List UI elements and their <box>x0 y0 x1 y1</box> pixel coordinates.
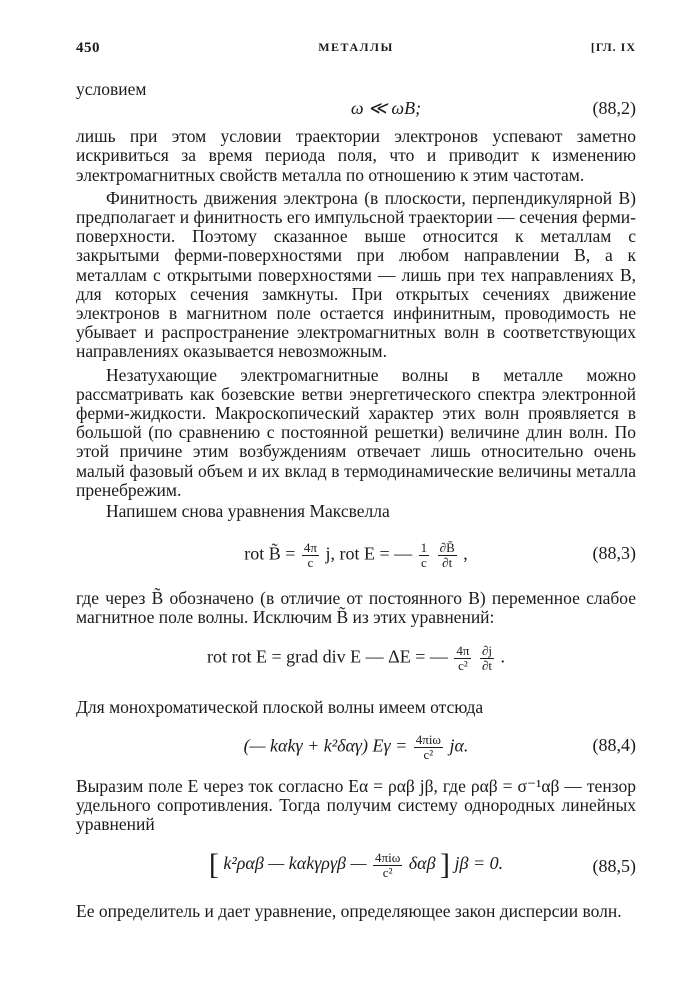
fraction <box>414 733 443 762</box>
fraction <box>438 541 457 570</box>
equation-88-5-formula <box>209 846 503 880</box>
fraction <box>302 541 319 570</box>
chapter-reference: [ГЛ. IX <box>590 40 636 54</box>
eq3-mid: j, rot E = — <box>325 543 413 564</box>
page-number: 450 <box>76 40 100 56</box>
fraction-denominator: c <box>421 555 427 571</box>
equation-number: (88,4) <box>592 734 636 755</box>
equation-88-3-formula <box>244 533 468 570</box>
paragraph-determinant: Ее определитель и дает уравнение, определяющее закон дисперсии волн. <box>76 901 622 922</box>
fraction-numerator: 4πiω <box>375 849 401 865</box>
equation-88-2 <box>76 97 636 119</box>
fraction-numerator: 1 <box>420 540 428 556</box>
equation-number: (88,5) <box>592 856 636 877</box>
equation-88-4 <box>76 727 636 763</box>
eq3-lhs: rot B̃ = <box>244 543 296 564</box>
fraction <box>373 851 402 880</box>
eq5-inner: k²ραβ — kαkγργβ — <box>223 853 367 874</box>
right-bracket: ] <box>440 848 451 882</box>
fraction-numerator: 4π <box>456 642 470 658</box>
eq4-lhs: (— kαkγ + k²δαγ) Eγ = <box>243 735 408 756</box>
fraction <box>419 541 430 570</box>
chapter-title: МЕТАЛЛЫ <box>318 40 394 54</box>
fraction-numerator: 4π <box>303 540 317 556</box>
equation-number: (88,2) <box>592 98 636 119</box>
paragraph-finiteness: Финитность движения электрона (в плоскости, перпендикулярной B) предполагает и финитность его импульсной траектории — сечения ферми-поверхности. Поэтому сказанное выше относится к металлам с закрытыми ферми-поверхностями при любом направлении B, а к металлам с открытыми поверхностями — лишь при тех направлениях B, для которых сечения замкнуты. При открытых сечениях движение электронов в магнитном поле остается инфинитным, проводимость не убывает и распространение электромагнитных волн в соответствующих направлениях оказывается невозможным. <box>76 187 636 362</box>
eq4-end: jα. <box>449 735 469 756</box>
paragraph-condition-intro: условием <box>76 79 147 99</box>
fraction-numerator: 4πiω <box>415 731 441 747</box>
paragraph-maxwell-intro: Напишем снова уравнения Максвелла <box>106 501 390 522</box>
fraction-numerator: ∂j <box>481 642 492 658</box>
paragraph-variable-field: где через B̃ обозначено (в отличие от постоянного B) переменное слабое магнитное поле волны. Исключим B̃ из этих уравнений: <box>76 588 636 628</box>
paragraph-resistivity: Выразим поле E через ток согласно Eα = ραβ jβ, где ραβ = σ⁻¹αβ — тензор удельного сопротивления. Тогда получим систему однородных линейных уравнений <box>76 775 636 835</box>
paragraph-monochromatic: Для монохроматической плоской волны имеем отсюда <box>76 696 484 717</box>
equation-rot-rot <box>76 636 636 676</box>
equation-88-2-formula <box>291 97 421 119</box>
equation-rot-rot-formula <box>207 636 505 673</box>
left-bracket: [ <box>208 848 219 882</box>
eq-rot-lhs: rot rot E = grad div E — ΔE = — <box>207 646 448 667</box>
paragraph-trajectory: лишь при этом условии траектории электронов успевают заметно искривиться за время периода поля, что и приводит к изменению электромагнитных свойств металла по отношению к этим частотам. <box>76 126 636 185</box>
fraction-denominator: ∂t <box>481 657 492 673</box>
equation-88-3 <box>76 533 636 573</box>
book-page <box>76 32 636 922</box>
fraction-numerator: ∂B̃ <box>439 540 455 556</box>
fraction-denominator: c² <box>423 746 434 762</box>
fraction-denominator: ∂t <box>442 555 453 571</box>
fraction-denominator: c² <box>382 864 393 880</box>
eq5-end: jβ = 0. <box>454 853 504 874</box>
fraction-denominator: c <box>307 555 314 571</box>
paragraph-undamped-waves: Незатухающие электромагнитные волны в металле можно рассматривать как бозевские ветви энергетического спектра электронной ферми-жидкости. Макроскопический характер этих волн проявляется в большой (по сравнению с постоянной решетки) величине длин волн. По этой причине этим возбуждениям отвечает лишь относительно очень малый фазовый объем и их вклад в термодинамические величины металла пренебрежим. <box>76 364 636 500</box>
eq-rot-end: . <box>500 646 505 667</box>
fraction <box>454 644 471 673</box>
fraction-denominator: c² <box>458 657 468 673</box>
running-head <box>76 32 636 62</box>
equation-88-4-formula <box>244 727 469 762</box>
equation-88-2-text: ω ≪ ωB; <box>350 98 422 119</box>
fraction <box>480 644 494 673</box>
equation-88-5 <box>76 846 636 886</box>
equation-number: (88,3) <box>592 543 636 564</box>
eq3-end: , <box>463 543 468 564</box>
eq5-inner-end: δαβ <box>408 853 436 874</box>
